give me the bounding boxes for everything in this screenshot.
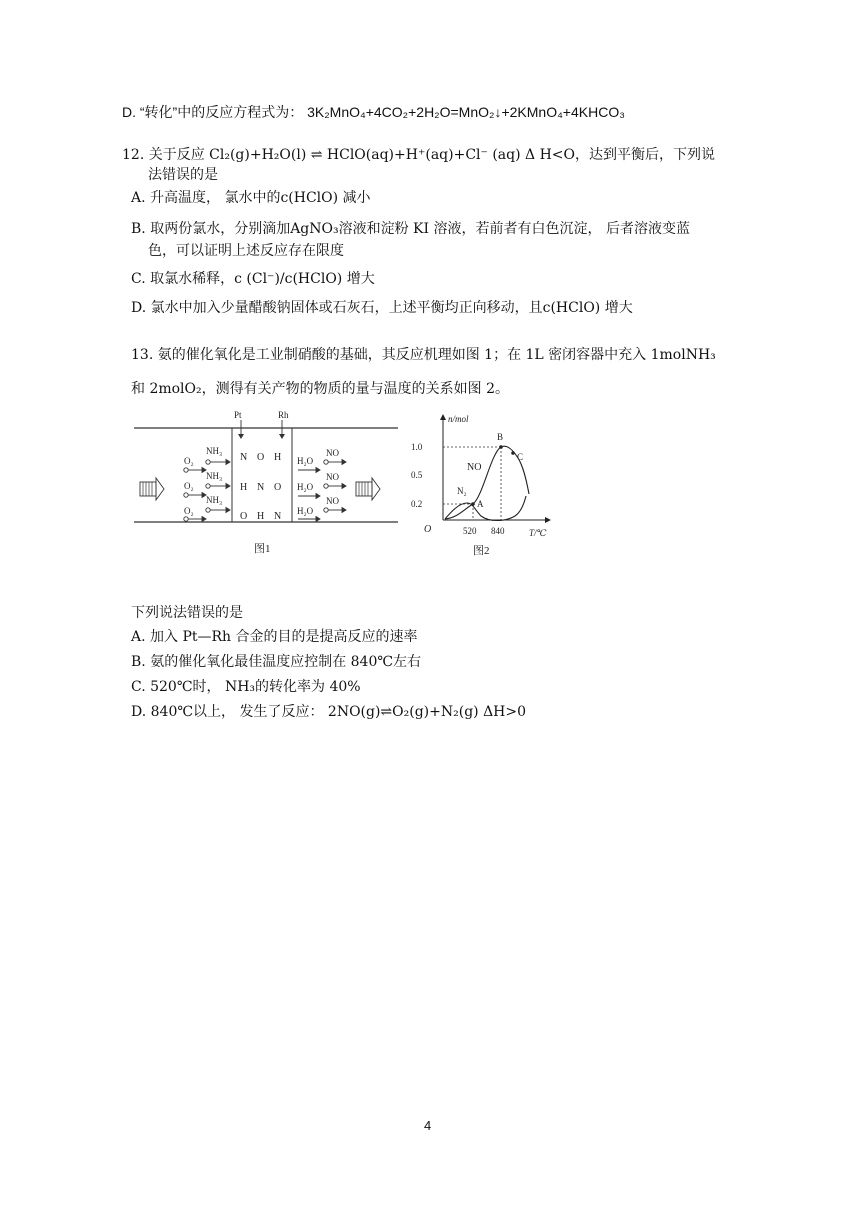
- outlet-label-2: H₂O: [297, 456, 314, 466]
- catalyst-pt-label: Pt: [234, 410, 242, 420]
- grid-r2c2: N: [257, 482, 265, 493]
- point-b: [499, 445, 503, 449]
- y-tick-05: 0.5: [411, 470, 423, 480]
- q13-stem-line1: 13. 氨的催化氧化是工业制硝酸的基础，其反应机理如图 1；在 1L 密闭容器中充入 1molNH₃: [131, 347, 716, 363]
- point-b-label: B: [497, 432, 504, 442]
- grid-r1c2: O: [257, 452, 265, 463]
- q12-option-b-line2: 色，可以证明上述反应存在限度: [148, 243, 344, 259]
- q12-stem-line2: 法错误的是: [148, 167, 218, 183]
- outlet-label-1: NO: [326, 448, 339, 458]
- series-n2-line: [445, 496, 526, 521]
- y-tick-02: 0.2: [411, 499, 423, 509]
- point-c-label: C: [517, 452, 524, 462]
- outlet-label-3: NO: [326, 472, 339, 482]
- point-a-label: A: [477, 499, 484, 509]
- figure2-chart: [405, 408, 555, 560]
- q13-option-c: C. 520℃时， NH₃的转化率为 40%: [131, 679, 361, 695]
- q11-option-d: D. “转化”中的反应方程式为： 3K₂MnO₄+4CO₂+2H₂O=MnO₂↓+2KMnO₄+4KHCO₃: [122, 104, 625, 120]
- outlet-label-6: H₂O: [297, 506, 314, 516]
- figure1-mechanism: [130, 406, 402, 560]
- page-number: 4: [424, 1118, 432, 1133]
- q13-option-d: D. 840℃以上， 发生了反应： 2NO(g)⇌O₂(g)+N₂(g) ΔH>0: [131, 704, 527, 720]
- inlet-flow-arrow: [140, 478, 164, 500]
- y-tick-1: 1.0: [411, 442, 423, 452]
- origin-label: O: [424, 524, 432, 535]
- x-axis-label: T/℃: [529, 528, 547, 538]
- outlet-label-4: H₂O: [297, 482, 314, 492]
- q12-option-a: A. 升高温度， 氯水中的c(HClO) 减小: [131, 190, 371, 206]
- q13-stem-line2: 和 2molO₂，测得有关产物的物质的量与温度的关系如图 2。: [131, 381, 509, 397]
- inlet-label-3: NH₃: [206, 471, 223, 481]
- inlet-label-4: O₂: [184, 481, 194, 491]
- point-a: [471, 502, 475, 506]
- q12-stem-line1: 12. 关于反应 Cl₂(g)+H₂O(l) ⇌ HClO(aq)+H⁺(aq)+Cl⁻ (aq) Δ H<O，达到平衡后，下列说: [122, 147, 716, 163]
- q12-option-c: C. 取氯水稀释，c (Cl⁻)/c(HClO) 增大: [131, 271, 375, 287]
- q13-option-b: B. 氨的催化氧化最佳温度应控制在 840℃左右: [131, 654, 422, 670]
- grid-r2c3: O: [274, 482, 282, 493]
- inlet-label-1: NH₃: [206, 446, 223, 456]
- figure2-caption: 图2: [473, 545, 490, 557]
- outlet-flow-arrow: [356, 478, 380, 500]
- inlet-label-2: O₂: [184, 456, 194, 466]
- inlet-label-5: NH₃: [206, 495, 223, 505]
- grid-r3c2: H: [257, 511, 265, 522]
- y-axis-label: n/mol: [448, 414, 469, 424]
- x-tick-840: 840: [491, 526, 505, 536]
- x-tick-520: 520: [463, 526, 477, 536]
- grid-r3c1: O: [240, 511, 248, 522]
- q12-option-d: D. 氯水中加入少量醋酸钠固体或石灰石，上述平衡均正向移动，且c(HClO) 增大: [131, 300, 633, 316]
- figure1-caption: 图1: [254, 543, 271, 555]
- series-n2-label: N₂: [457, 486, 467, 496]
- q12-option-b-line1: B. 取两份氯水，分别滴加AgNO₃溶液和淀粉 KI 溶液，若前者有白色沉淀， 后者溶液变蓝: [131, 221, 690, 237]
- outlet-label-5: NO: [326, 496, 339, 506]
- grid-r3c3: N: [274, 511, 282, 522]
- q13-option-a: A. 加入 Pt—Rh 合金的目的是提高反应的速率: [131, 629, 418, 645]
- point-c: [511, 451, 515, 455]
- grid-r2c1: H: [240, 482, 248, 493]
- grid-r1c3: H: [274, 452, 282, 463]
- grid-r1c1: N: [240, 452, 248, 463]
- inlet-label-6: O₂: [184, 506, 194, 516]
- series-no-label: NO: [467, 462, 482, 473]
- catalyst-rh-label: Rh: [278, 410, 289, 420]
- q13-question: 下列说法错误的是: [131, 605, 243, 621]
